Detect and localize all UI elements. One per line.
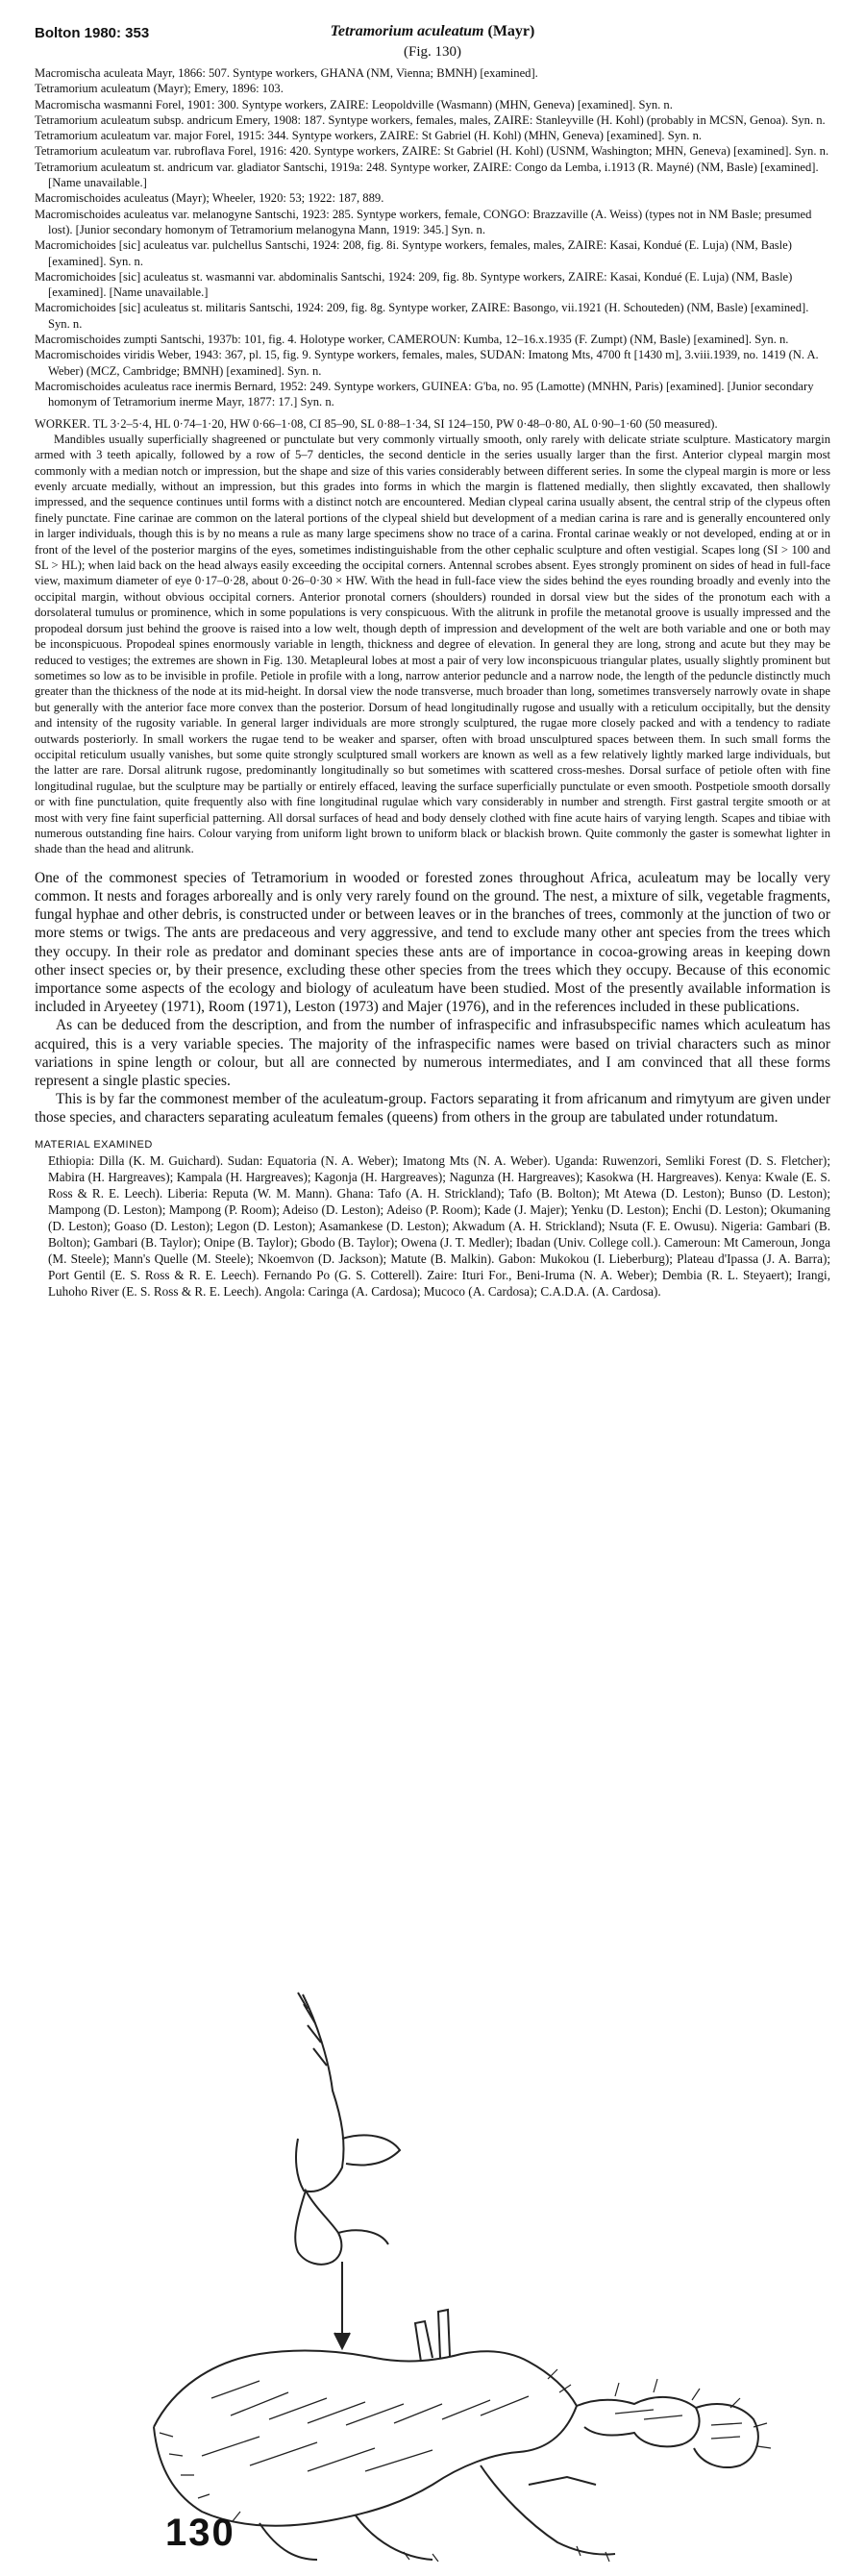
synonymy-entry: Macromichoides [sic] aculeatus st. wasmanni var. abdominalis Santschi, 1924: 209, fig. 8b. Syntype workers, ZAIRE: Kasai, Kondué (E. Luja) (NM, Basle) [examined]. [Name unavailable.] [35, 269, 793, 300]
figure-130 [115, 1985, 807, 2562]
synonymy-entry: Macromischoides zumpti Santschi, 1937b: 101, fig. 4. Holotype worker, CAMEROUN: Kumba, 12–16.x.1935 (F. Zumpt) (NM, Basle) [examined]. Syn. n. [35, 333, 789, 347]
synonymy-entry: Macromichoides [sic] aculeatus st. militaris Santschi, 1924: 209, fig. 8g. Syntype worker, ZAIRE: Basongo, vii.1921 (H. Schouteden) (NM, Basle) [examined]. Syn. n. [35, 301, 809, 331]
synonymy-entry: Tetramorium aculeatum var. major Forel, 1915: 344. Syntype workers, ZAIRE: St Gabriel (H. Kohl) (MHN, Geneva) [examined]. Syn. n. [35, 129, 703, 143]
species-author: (Mayr) [487, 23, 535, 39]
material-examined: Ethiopia: Dilla (K. M. Guichard). Sudan: Equatoria (N. A. Weber); Imatong Mts (N. A. Weber). Uganda: Ruwenzori, Semliki Forest (D. S. Fletcher); Mabira (H. Hargreaves); Kampala (H. Hargreaves); Kagonja (H. Hargreaves); Nagunza (H. Hargreaves); Kasokwa (H. Hargreaves). Kenya: Kwale (E. S. Ross & R. E. Leech). Liberia: Reputa (W. M. Mann). Ghana: Tafo (A. H. Strickland); Tafo (B. Bolton); Mt Atewa (D. Leston); Bunso (D. Leston); Mampong (D. Leston); Mampong (P. Room); Adeiso (D. Leston); Adeiso (P. Room); Kade (J. Majer); Yenku (D. Leston); Enchi (D. Leston); Okumaning (D. Leston); Goaso (D. Leston); Legon (D. Leston); Asamankese (D. Leston); Akwadum (A. H. Strickland); Nsuta (F. E. Owusu). Nigeria: Gambari (B. Bolton); Gambari (B. Taylor); Onipe (B. Taylor); Gbodo (B. Taylor); Owena (J. T. Medler); Ibadan (Univ. College coll.). Cameroun: Mt Cameroun, Jonga (M. Steele); Mann's Quelle (M. Steele); Nkoemvon (D. Jackson); Matute (B. Malkin). Gabon: Mukokou (I. Lieberburg); Plateau d'Ipassa (J. A. Barra); Port Gentil (E. S. Ross & R. E. Leech). Fernando Po (G. S. Cotterell). Zaire: Ituri For., Beni-Iruma (N. A. Weber); Dembia (R. L. Steyaert); Irangi, Luhoho River (E. S. Ross & R. E. Leech). Angola: Caringa (A. Cardosa); Mucoco (A. Cardosa); C.A.D.A. (A. Cardosa). [48, 1152, 830, 1299]
discussion-paragraph: This is by far the commonest member of the aculeatum-group. Factors separating it from africanum and rimytyum are given under those species, and characters separating aculeatum females (queens) from others in the group are tabulated under rotundatum. [35, 1091, 830, 1127]
ant-alitrunk-illustration [115, 1985, 807, 2562]
discussion-paragraph: One of the commonest species of Tetramorium in wooded or forested zones throughout Africa, aculeatum may be locally very common. It nests and forages arboreally and is only very rarely found on the ground. The nest, a mixture of silk, vegetable fragments, fungal hyphae and other debris, is constructed under or between leaves or in the branches of trees, commonly at the junction of two or more stems or twigs. The ants are predaceous and very aggressive, and tend to exclude many other ant species from the trees which they occupy. In their role as predator and dominant species these ants are of importance in cocoa-growing areas in keeping down other insect species or, by their presence, excluding these other species from the trees which they occupy. Because of this economic importance some aspects of the ecology and biology of aculeatum have been studied. Most of the presently available information is included in Aryeetey (1971), Room (1971), Leston (1973) and Majer (1976), and in the references included in these publications. [35, 869, 830, 1016]
discussion-paragraph: As can be deduced from the description, and from the number of infraspecific and infrasubspecific names which aculeatum has acquired, this is a very variable species. The majority of the infraspecific names were based on trivial characters such as minor variations in spine length or colour, but all are connected by numerous intermediates, and I am convinced that all these forms represent a single plastic species. [35, 1017, 830, 1090]
synonymy-entry: Macromischoides aculeatus (Mayr); Wheeler, 1920: 53; 1922: 187, 889. [35, 191, 384, 206]
citation-ref: Bolton 1980: 353 [35, 25, 150, 41]
material-heading: MATERIAL EXAMINED [35, 1138, 153, 1151]
page [35, 21, 830, 1300]
synonymy-entry: Tetramorium aculeatum st. andricum var. gladiator Santschi, 1919a: 248. Syntype worker, ZAIRE: Congo da Lemba, i.1913 (R. Mayné) (NM, Basle) [examined]. [Name unavailable.] [35, 160, 819, 190]
worker-measurements: WORKER. TL 3·2–5·4, HL 0·74–1·20, HW 0·66–1·08, CI 85–90, SL 0·88–1·34, SI 124–150, PW 0·48–0·80, AL 0·90–1·60 (50 measured). [35, 416, 718, 431]
species-title [35, 23, 830, 40]
synonymy-entry: Tetramorium aculeatum var. rubroflava Forel, 1916: 420. Syntype workers, ZAIRE: St Gabriel (H. Kohl) (USNM, Washington; MHN, Geneva) [examined]. Syn. n. [35, 144, 829, 159]
worker-description: Mandibles usually superficially shagreened or punctulate but very commonly virtually smooth, only rarely with delicate striate sculpture. Masticatory margin armed with 3 teeth apically, followed by a row of 5–7 denticles, the second denticle in the series usually larger than the first. Anterior clypeal margin most commonly with a median notch or impression, but the shape and size of this varies considerably between different series. In some the clypeal margin is more or less evenly arcuate medially, without an impression, but this grades into forms in which the margin is flattened medially, then slightly excavated, then shallowly impressed, and the sequence continues until forms with a distinct notch are encountered. Median clypeal carina usually absent, the central strip of the clypeus often finely punctate. Fine carinae are common on the lateral portions of the clypeal shield but development of a median carina is rare and is generally encountered only in larger individuals, though this is by no means a rule as many large specimens show no trace of a carina. Frontal carinae weakly or not developed, ending at or in front of the level of the posterior margins of the eyes, sometimes indistinguishable from the other cephalic sculpture and often vestigial. Scapes long (SI > 100 and SL > HL); when laid back on the head always easily exceeding the occipital corners. Antennal scrobes absent. Eyes strongly prominent on sides of head in full-face view, maximum diameter of eye 0·17–0·28, about 0·26–0·30 × HW. With the head in full-face view the sides behind the eyes rounding broadly and evenly into the occipital margin, without obvious occipital corners. Anterior pronotal corners (shoulders) rounded in dorsal view but the sides of the pronotum each with a dorsolateral tumulus or prominence, which in some populations is very conspicuous. With the alitrunk in profile the metanotal groove is usually impressed and the propodeal dorsum just behind the groove is raised into a low welt, though depth of impression and development of the welt are both variable and one or both may be inconspicuous. Propodeal spines enormously variable in length, thickness and degree of elevation. In general they are long, strong and acute but they may be reduced to vestiges; the extremes are shown in Fig. 130. Metapleural lobes at most a pair of very low inconspicuous triangular plates, usually slightly prominent but sometimes so low as to be invisible in profile. Petiole in profile with a long, narrow anterior peduncle and a narrow node, the length of the peduncle distinctly much greater than the thickness of the node at its mid-height. In dorsal view the node transverse, much broader than long, sometimes transversely narrowly ovate in shape but generally with the anterior face more convex than the posterior. Dorsum of head longitudinally rugose and usually with a reticulum occipitally, but the density and intensity of the rugosity variable. In general larger individuals are more strongly sculptured, the rugae more closely packed and with a tendency to radiate outwards posteriorly. In small workers the rugae tend to be weaker and sparser, often with broad unsculptured spaces between them. In such small forms the occipital reticulum usually vanishes, but some quite strongly sculptured small workers are known as well as a few relatively lightly marked large individuals, but the latter are rare. Dorsal alitrunk rugose, predominantly longitudinally so but sometimes with scattered cross-meshes. Dorsal surface of petiole often with fine longitudinal rugulae, but the sculpture may be partially or entirely effaced, leaving the surface superficially punctulate or even smooth. Postpetiole smooth dorsally or with fine punctulation, quite frequently also with fine longitudinal rugulae which vary considerably in number and strength. First gastral tergite smooth or at most with very fine faint superficial patterning. All dorsal surfaces of head and body densely clothed with fine acute hairs of varying length. Scapes and tibiae with numerous outstanding fine hairs. Colour varying from uniform light brown to uniform black or blackish brown. Quite commonly the gaster is somewhat lighter in shade than the head and alitrunk. [35, 432, 830, 856]
page-header [35, 21, 830, 65]
synonymy-entry: Tetramorium aculeatum subsp. andricum Emery, 1908: 187. Syntype workers, females, males, ZAIRE: Stanleyville (H. Kohl) (probably in MCSN, Genoa). Syn. n. [35, 112, 826, 127]
synonymy-list [35, 65, 830, 410]
discussion [35, 869, 830, 1127]
figure-label: 130 [165, 2512, 235, 2554]
synonymy-entry: Tetramorium aculeatum (Mayr); Emery, 1896: 103. [35, 82, 284, 96]
synonymy-entry: Macromischa aculeata Mayr, 1866: 507. Syntype workers, GHANA (NM, Vienna; BMNH) [examined]. [35, 66, 538, 80]
synonymy-entry: Macromischa wasmanni Forel, 1901: 300. Syntype workers, ZAIRE: Leopoldville (Wasmann) (MHN, Geneva) [examined]. Syn. n. [35, 97, 673, 111]
synonymy-entry: Macromichoides [sic] aculeatus var. pulchellus Santschi, 1924: 208, fig. 8i. Syntype workers, females, males, ZAIRE: Kasai, Kondué (E. Luja) (NM, Basle) [examined]. Syn. n. [35, 238, 792, 268]
synonymy-entry: Macromischoides aculeatus var. melanogyne Santschi, 1923: 285. Syntype workers, female, CONGO: Brazzaville (A. Weiss) (types not in NM Basle; presumed lost). [Junior secondary homonym of Tetramorium melanogyna Mann, 1919: 345.] Syn. n. [35, 207, 812, 236]
synonymy-entry: Macromischoides aculeatus race inermis Bernard, 1952: 249. Syntype workers, GUINEA: G'ba, no. 95 (Lamotte) (MNHN, Paris) [examined]. [Junior secondary homonym of Tetramorium inerme Mayr, 1877: 17.] Syn. n. [35, 379, 814, 409]
synonymy-entry: Macromischoides viridis Weber, 1943: 367, pl. 15, fig. 9. Syntype workers, females, males, SUDAN: Imatong Mts, 4700 ft [1430 m], 3.viii.1939, no. 1419 (N. A. Weber) (MCZ, Cambridge; BMNH) [examined]. Syn. n. [35, 348, 819, 378]
species-name: Tetramorium aculeatum [330, 23, 484, 39]
figure-reference: (Fig. 130) [404, 44, 461, 60]
